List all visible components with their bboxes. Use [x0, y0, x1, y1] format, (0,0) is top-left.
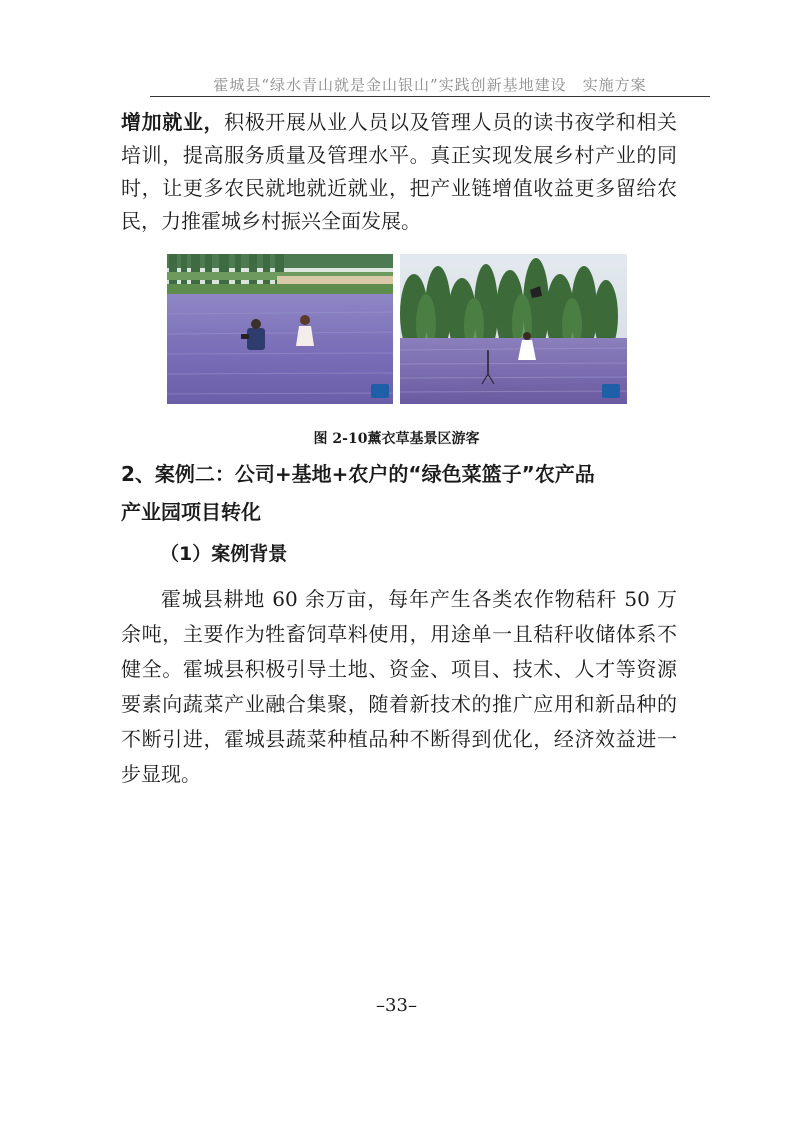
page-number: –33– [376, 995, 417, 1016]
header-title: 霍城县“绿水青山就是金山银山”实践创新基地建设 实施方案 [213, 76, 647, 94]
photo-lavender-field-photographer [167, 254, 393, 404]
header-divider [150, 96, 710, 97]
intro-text: 积极开展从业人员以及管理人员的读书夜学和相关培训，提高服务质量及管理水平。真正实现发展乡村产业的同时，让更多农民就地就近就业，把产业链增值收益更多留给农民，力推霍城乡村振兴全面发展。 [121, 110, 678, 233]
section-body-paragraph: 霍城县耕地 60 余万亩，每年产生各类农作物秸秆 50 万余吨，主要作为牲畜饲草料使用，用途单一且秸秆收储体系不健全。霍城县积极引导土地、资金、项目、技术、人才等资源要素向蔬菜产业融合集聚，随着新技术的推广应用和新品种的不断引进，霍城县蔬菜种植品种不断得到优化，经济效益进一步显现。 [121, 587, 677, 786]
watermark-badge [602, 384, 620, 398]
watermark-badge [371, 384, 389, 398]
subsection-heading: （1）案例背景 [160, 543, 288, 565]
figure-caption: 图 2-10薰衣草基景区游客 [313, 431, 480, 447]
intro-lead: 增加就业， [121, 110, 225, 134]
intro-paragraph [121, 106, 677, 238]
photo-lavender-field-girl [400, 254, 627, 404]
section-heading-line2: 产业园项目转化 [121, 500, 261, 524]
section-heading-line1: 2、案例二：公司+基地+农户的“绿色菜篮子”农产品 [121, 462, 595, 486]
